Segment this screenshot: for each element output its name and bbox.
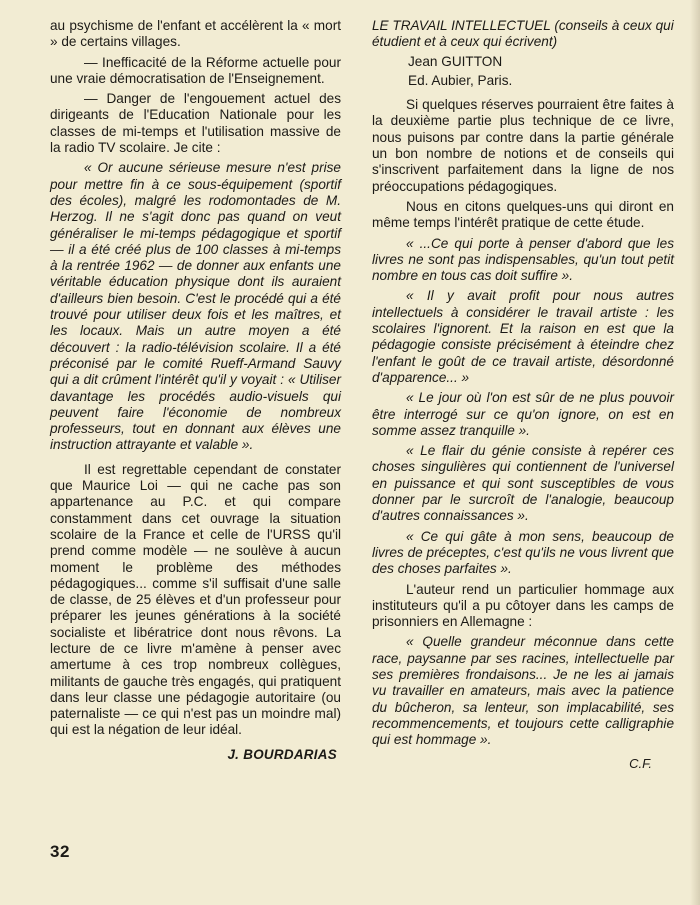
quote-flair-genie: « Le flair du génie consiste à repérer ces choses singulières qui contiennent de l'universel en puissance et qui sont susceptibles de vous donner par le surcroît de l'analogie, beaucoup d'autres connaissances ». [372,443,674,524]
paragraph-inefficacite: — Inefficacité de la Réforme actuelle pour une vraie démocratisation de l'Enseignement. [50,54,341,86]
right-column [372,18,674,773]
quote-grandeur: « Quelle grandeur méconnue dans cette race, paysanne par ses racines, intellectuelle par ses premières frondaisons... Je ne les ai jamais vu travailler en amateurs, mais avec la patience du bûcheron, sa lenteur, son implacabilité, ses recommencements, et toujours cette calligraphie qui est hommage ». [372,634,674,748]
paragraph-maurice-loi: Il est regrettable cependant de constater que Maurice Loi — qui ne cache pas son appartenance au P.C. et qui compare constamment dans cet ouvrage la situation scolaire de la France et celle de l'URSS qu'il prend comme modèle — ne soulève à aucun moment le problème des méthodes pédagogiques... comme s'il suffisait d'une salle de classe, de 25 élèves et d'un professeur pour préparer les jeunes générations à la société socialiste et libératrice dont nous rêvons. La lecture de ce livre m'amène à penser avec amertume à ces trop nombreux collègues, militants de gauche très engagés, qui pratiquent dans leur classe une pédagogie autoritaire (ou paternaliste — ce qui n'est pas un moindre mal) qui est la négation de leur idéal. [50,461,341,738]
paragraph-reserves: Si quelques réserves pourraient être faites à la deuxième partie plus technique de ce livre, nous puisons par contre dans la partie générale un bon nombre de notions et de conseils qui s'inscrivent parfaitement dans la ligne de nos préoccupations pédagogiques. [372,97,674,194]
signature-cf: C.F. [629,756,652,772]
paragraph-psychisme: au psychisme de l'enfant et accélèrent la « mort » de certains villages. [50,18,341,50]
page-edge-shadow [690,0,700,905]
book-author: Jean GUITTON [408,53,503,69]
signature-bourdarias: J. BOURDARIAS [227,746,337,762]
quote-livres: « ...Ce qui porte à penser d'abord que les livres ne sont pas indispensables, qu'un tout petit nombre en tous cas doit suffire ». [372,235,674,284]
quote-herzog: « Or aucune sérieuse mesure n'est prise pour mettre fin à ce sous-équipement (sportif des écoles), malgré les rodomontades de M. Herzog. Il ne s'agit donc pas quand on veut généraliser le mi-temps pédagogique et sportif — il a été créé plus de 100 classes à mi-temps à la rentrée 1962 — de donner aux enfants une véritable éducation physique dont ils auraient d'ailleurs bien besoin. C'est le procédé qui a été trouvé pour utiliser deux fois et les maîtres, et les locaux. Mais un autre moyen a été découvert : la radio-télévision scolaire. Il a été préconisé par le comité Rueff-Armand Sauvy qui a dit crûment l'intérêt qu'il y voyait : « Utiliser davantage les procédés audio-visuels qui peuvent faire l'économie de nombreux professeurs, tout en donnant aux élèves une instruction attrayante et valable ». [50,160,341,453]
book-publisher: Ed. Aubier, Paris. [408,72,513,88]
paragraph-hommage: L'auteur rend un particulier hommage aux instituteurs qu'il a pu côtoyer dans les camps de prisonniers en Allemagne : [372,581,674,630]
quote-interroge: « Le jour où l'on est sûr de ne plus pouvoir être interrogé sur ce qu'on ignore, on est en somme assez tranquille ». [372,390,674,438]
left-column [50,18,341,763]
paragraph-danger: — Danger de l'engouement actuel des dirigeants de l'Education Nationale pour les classes de mi-temps et l'utilisation massive de la radio TV scolaire. Je cite : [50,91,341,156]
paragraph-citons: Nous en citons quelques-uns qui diront en même temps l'intérêt pratique de cette étude. [372,198,674,231]
quote-preceptes: « Ce qui gâte à mon sens, beaucoup de livres de préceptes, c'est qu'ils ne vous livrent que des choses parfaites ». [372,528,674,577]
book-title: LE TRAVAIL INTELLECTUEL (conseils à ceux qui étudient et à ceux qui écrivent) [372,18,674,50]
quote-travail-artiste: « Il y avait profit pour nous autres intellectuels à considérer le travail artiste : les scolaires l'ignorent. Et la raison en est que la pédagogie consiste précisément à éteindre chez l'enfant le goût de ce travail artiste, désordonné d'apparence... » [372,288,674,385]
page-number: 32 [50,842,70,861]
